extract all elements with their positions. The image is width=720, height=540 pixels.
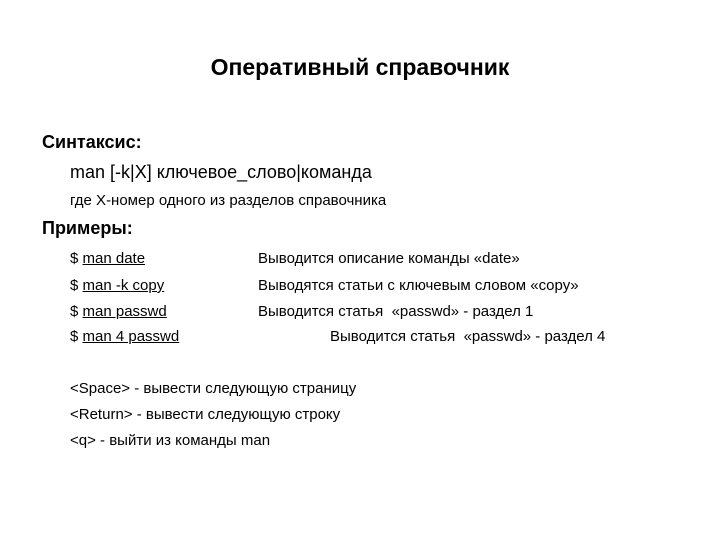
prompt: $ [70,303,83,320]
example-description-4: Выводится статья «passwd» - раздел 4 [330,328,606,345]
prompt: $ [70,328,83,345]
key-q-line: <q> - выйти из команды man [70,432,271,449]
command-link[interactable]: man 4 passwd [82,328,180,345]
key-return-line: <Return> - вывести следующую строку [70,406,341,423]
example-description-2: Выводятся статьи с ключевым словом «copy» [258,277,579,294]
example-command-3 [70,303,167,320]
syntax-line: man [-k|X] ключевое_слово|команда [70,162,372,182]
key-space-line: <Space> - вывести следующую страницу [70,380,357,397]
prompt: $ [70,277,83,294]
syntax-heading: Синтаксис: [42,132,142,152]
prompt: $ [70,250,83,267]
command-link[interactable]: man -k copy [82,277,165,294]
command-link[interactable]: man date [82,250,146,267]
example-description-1: Выводится описание команды «date» [258,250,520,267]
example-command-1 [70,250,145,267]
page-title: Оперативный справочник [210,54,510,80]
example-description-3: Выводится статья «passwd» - раздел 1 [258,303,534,320]
syntax-note: где X-номер одного из разделов справочника [70,192,387,209]
example-command-4 [70,328,179,345]
example-command-2 [70,277,164,294]
command-link[interactable]: man passwd [82,303,167,320]
examples-heading: Примеры: [42,218,133,238]
